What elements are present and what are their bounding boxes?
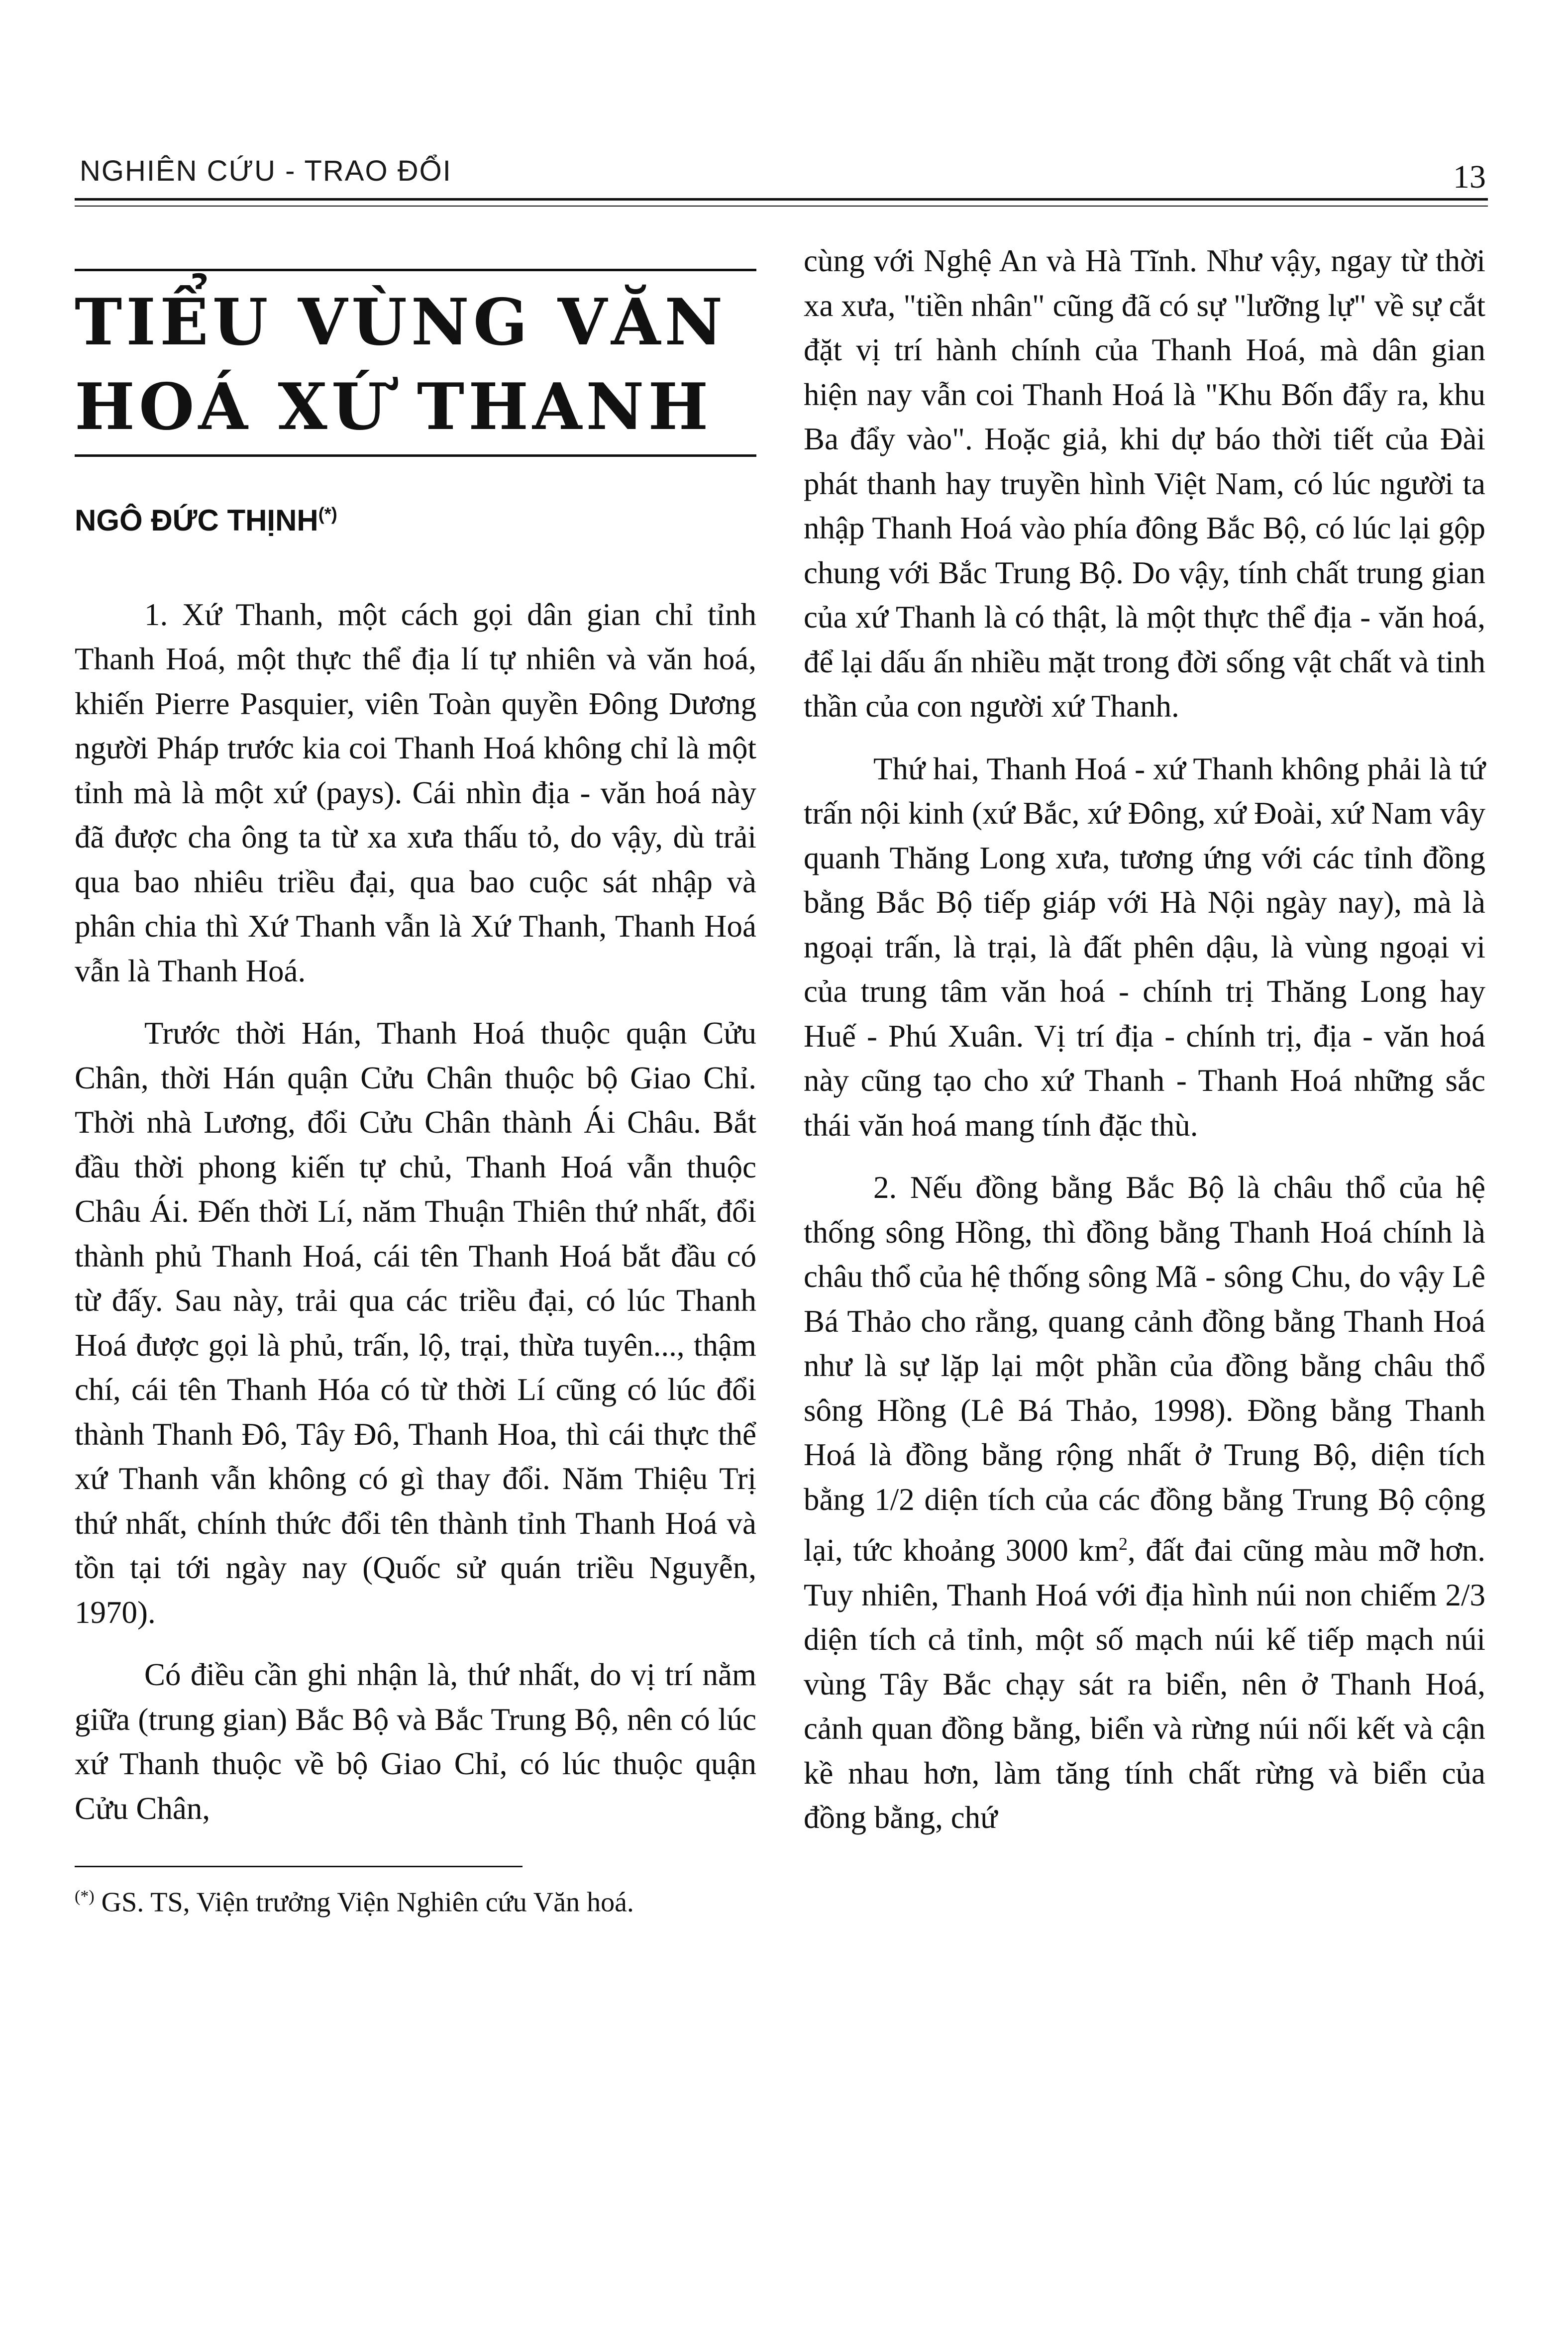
footnote-text: GS. TS, Viện trưởng Viện Nghiên cứu Văn hoá. bbox=[101, 1887, 634, 1918]
km-squared-superscript: 2 bbox=[1118, 1534, 1128, 1554]
paragraph-right-3-part-b: , đất đai cũng màu mỡ hơn. Tuy nhiên, Thanh Hoá với địa hình núi non chiếm 2/3 diện tích cả tỉnh, một số mạch núi kế tiếp mạch núi vùng Tây Bắc chạy sát ra biển, nên ở Thanh Hoá, cảnh quan đồng bằng, biển và rừng núi nối kết và cận kề nhau hơn, làm tăng tính chất rừng và biển của đồng bằng, chứ bbox=[804, 1533, 1485, 1835]
paragraph-right-2: Thứ hai, Thanh Hoá - xứ Thanh không phải là tứ trấn nội kinh (xứ Bắc, xứ Đông, xứ Đoài, xứ Nam vây quanh Thăng Long xưa, tương ứng với các tỉnh đồng bằng Bắc Bộ tiếp giáp với Hà Nội ngày nay), mà là ngoại trấn, là trại, là đất phên dậu, là vùng ngoại vi của trung tâm văn hoá - chính trị Thăng Long hay Huế - Phú Xuân. Vị trí địa - chính trị, địa - văn hoá này cũng tạo cho xứ Thanh - Thanh Hoá những sắc thái văn hoá mang tính đặc thù. bbox=[804, 751, 1485, 1143]
paragraph-left-1: 1. Xứ Thanh, một cách gọi dân gian chỉ tỉnh Thanh Hoá, một thực thể địa lí tự nhiên và văn hoá, khiến Pierre Pasquier, viên Toàn quyền Đông Dương người Pháp trước kia coi Thanh Hoá không chỉ là một tỉnh mà là một xứ (pays). Cái nhìn địa - văn hoá này đã được cha ông ta từ xa xưa thấu tỏ, do vậy, dù trải qua bao nhiêu triều đại, qua bao cuộc sát nhập và phân chia thì Xứ Thanh vẫn là Xứ Thanh, Thanh Hoá vẫn là Thanh Hoá. bbox=[75, 597, 756, 988]
footnote-mark: (*) bbox=[75, 1887, 95, 1906]
title-rule-top bbox=[75, 269, 756, 271]
article-author bbox=[75, 492, 756, 543]
author-footnote-mark: (*) bbox=[318, 504, 337, 524]
footnote bbox=[75, 1877, 756, 1922]
header-rule bbox=[75, 198, 1488, 207]
right-column bbox=[804, 239, 1485, 1858]
paragraph-right-3 bbox=[804, 1166, 1485, 1840]
paragraph-left-2: Trước thời Hán, Thanh Hoá thuộc quận Cửu Chân, thời Hán quận Cửu Chân thuộc bộ Giao Chỉ. Thời nhà Lương, đổi Cửu Chân thành Ái Châu. Bắt đầu thời phong kiến tự chủ, Thanh Hoá vẫn thuộc Châu Ái. Đến thời Lí, năm Thuận Thiên thứ nhất, đổi thành phủ Thanh Hoá, cái tên Thanh Hoá bắt đầu có từ đấy. Sau này, trải qua các triều đại, có lúc Thanh Hoá được gọi là phủ, trấn, lộ, trại, thừa tuyên..., thậm chí, cái tên Thanh Hóa có từ thời Lí cũng có lúc đổi thành Thanh Đô, Tây Đô, Thanh Hoa, thì cái thực thể xứ Thanh vẫn không có gì thay đổi. Năm Thiệu Trị thứ nhất, chính thức đổi tên thành tỉnh Thanh Hoá và tồn tại tới ngày nay (Quốc sử quán triều Nguyễn, 1970). bbox=[75, 1016, 756, 1630]
author-name: NGÔ ĐỨC THỊNH bbox=[75, 504, 318, 537]
title-rule-bottom bbox=[75, 454, 756, 457]
article-title: TIỂU VÙNG VĂN HOÁ XỨ THANH bbox=[75, 285, 727, 444]
footnote-rule bbox=[75, 1866, 523, 1867]
left-column bbox=[75, 239, 756, 1922]
page-number: 13 bbox=[1453, 159, 1486, 195]
paragraph-right-3-part-a: 2. Nếu đồng bằng Bắc Bộ là châu thổ của hệ thống sông Hồng, thì đồng bằng Thanh Hoá chính là châu thổ của hệ thống sông Mã - sông Chu, do vậy Lê Bá Thảo cho rằng, quang cảnh đồng bằng Thanh Hoá như là sự lặp lại một phần của đồng bằng châu thổ sông Hồng (Lê Bá Thảo, 1998). Đồng bằng Thanh Hoá là đồng bằng rộng nhất ở Trung Bộ, diện tích bằng 1/2 diện tích của các đồng bằng Trung Bộ cộng lại, tức khoảng 3000 km bbox=[804, 1170, 1485, 1568]
running-header-section: NGHIÊN CỨU - TRAO ĐỔI bbox=[80, 155, 452, 187]
paragraph-right-1: cùng với Nghệ An và Hà Tĩnh. Như vậy, ngay từ thời xa xưa, "tiền nhân" cũng đã có sự "lưỡng lự" về sự cắt đặt vị trí hành chính của Thanh Hoá, mà dân gian hiện nay vẫn coi Thanh Hoá là "Khu Bốn đẩy ra, khu Ba đẩy vào". Hoặc giả, khi dự báo thời tiết của Đài phát thanh hay truyền hình Việt Nam, có lúc người ta nhập Thanh Hoá vào phía đông Bắc Bộ, có lúc lại gộp chung với Bắc Trung Bộ. Do vậy, tính chất trung gian của xứ Thanh là có thật, là một thực thể địa - văn hoá, để lại dấu ấn nhiều mặt trong đời sống vật chất và tinh thần của con người xứ Thanh. bbox=[804, 243, 1485, 724]
paragraph-left-3: Có điều cần ghi nhận là, thứ nhất, do vị trí nằm giữa (trung gian) Bắc Bộ và Bắc Trung Bộ, nên có lúc xứ Thanh thuộc về bộ Giao Chỉ, có lúc thuộc quận Cửu Chân, bbox=[75, 1657, 756, 1826]
